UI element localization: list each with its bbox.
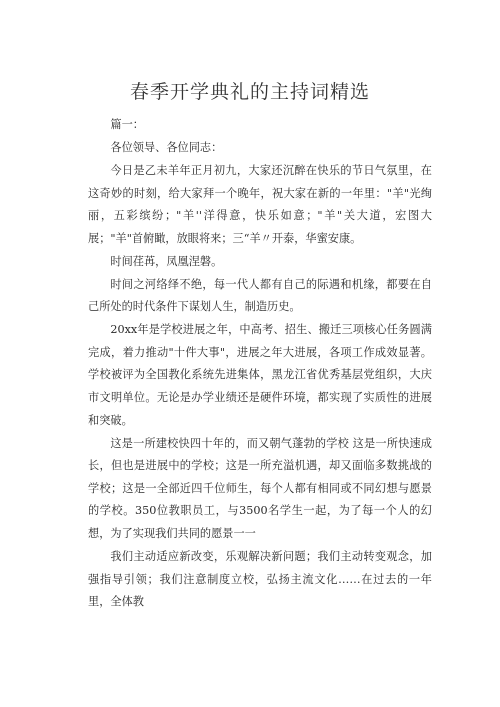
paragraph-school: 这是一所建校快四十年的，而又朝气蓬勃的学校 这是一所快速成长，但也是进展中的学校；这是一所充溢机遇，却又面临多数挑战的学校；这是一全部近四千位师生，每个人都有相同或不同幻想与愿景的学校。350位教职员工，与3500名学生一起，为了每一个人的幻想，为了实现我们共同的愿景一一: [88, 436, 432, 541]
paragraph-salutation: 各位领导、各位同志：: [110, 140, 223, 154]
paragraph-short: 时间荏苒，凤凰涅磐。: [110, 254, 223, 268]
paragraph-actions: 我们主动适应新改变，乐观解决新问题；我们主动转变观念，加强指导引领；我们注意制度立校，弘扬主流文化……在过去的一年里，全体教: [88, 550, 432, 609]
document-title: 春季开学典礼的主持词精选: [129, 81, 370, 103]
paragraph-section-heading: 篇一：: [110, 118, 144, 131]
document-body: [88, 114, 432, 614]
paragraph-year-review: 20xx年是学校进展之年，中高考、招生、搬迁三项核心任务圆满完成，着力推动"十件大事"，进展之年大进展，各项工作成效显著。学校被评为全国教化系统先进集体，黑龙江省优秀基层党组织，大庆市文明单位。无论是办学业绩还是硬件环境，都实现了实质性的进展和突破。: [88, 323, 432, 427]
paragraph-time: 时间之河络绎不绝，每一代人都有自己的际遇和机缘，都要在自己所处的时代条件下谋划人生，制造历史。: [88, 277, 432, 314]
paragraph-greeting: 今日是乙未羊年正月初九，大家还沉醉在快乐的节日气氛里，在这奇妙的时刻，给大家拜一个晚年，祝大家在新的一年里："羊"光绚丽，五彩缤纷；"羊''洋得意，快乐如意；"羊"关大道，宏图大展；"羊"首俯瞰，放眼将来；三“羊〃开泰，华蜜安康。: [88, 163, 432, 245]
